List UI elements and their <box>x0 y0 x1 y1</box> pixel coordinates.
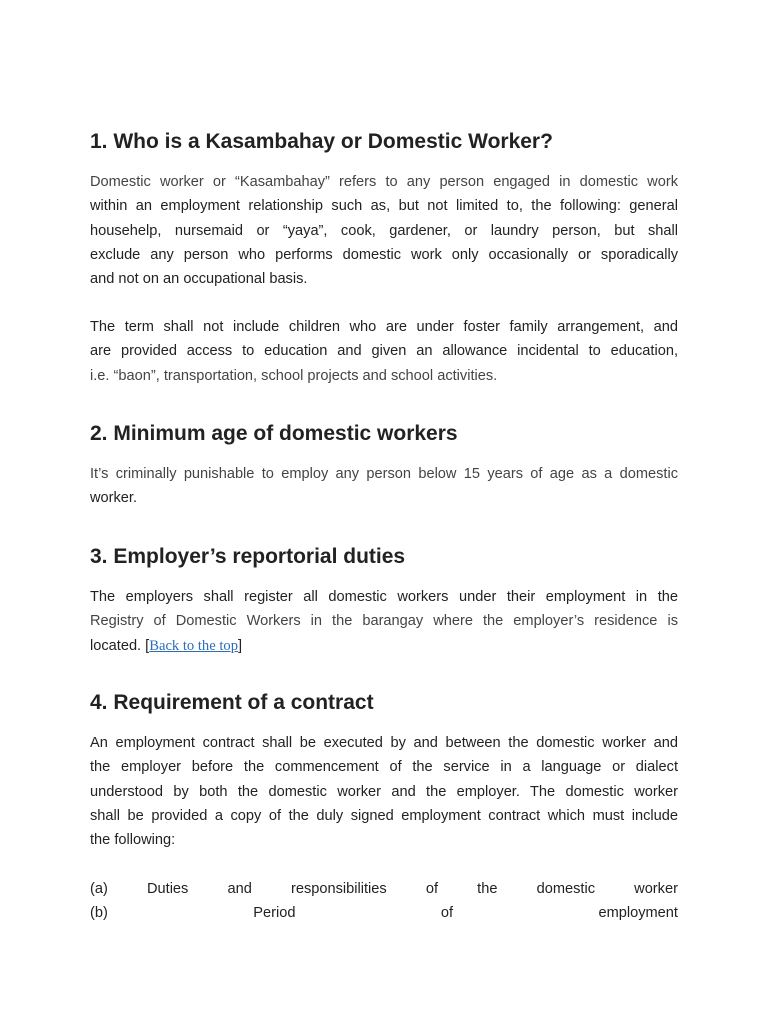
section-1-paragraph-2 <box>90 315 678 388</box>
text-line: Domestic worker or “Kasambahay” refers to any person engaged in domestic work <box>90 174 678 190</box>
text-line: are provided access to education and given an allowance incidental to education, <box>90 343 678 360</box>
text-line: worker. <box>90 490 138 507</box>
text-line: within an employment relationship such as, but not limited to, the following: general <box>90 198 678 215</box>
text-line: househelp, nursemaid or “yaya”, cook, gardener, or laundry person, but shall <box>90 222 678 239</box>
text-line: understood by both the domestic worker and the employer. The domestic worker <box>90 783 678 800</box>
section-4-paragraph-1 <box>90 731 678 852</box>
list-word: of <box>440 905 454 921</box>
text-line: and not on an occupational basis. <box>90 271 308 288</box>
list-word: of <box>425 881 439 897</box>
list-word: Duties <box>146 881 189 897</box>
list-word: the <box>477 881 498 897</box>
text-line: The term shall not include children who are under foster family arrangement, and <box>90 319 678 335</box>
text-line: The employers shall register all domestic workers under their employment in the <box>90 589 678 605</box>
text-line: It’s criminally punishable to employ any person below 15 years of age as a domestic <box>90 466 678 482</box>
section-3-paragraph-1 <box>90 585 678 658</box>
list-word: employment <box>598 905 678 921</box>
list-word: domestic <box>536 881 596 897</box>
list-item <box>90 877 678 901</box>
list-word: (a) <box>90 881 108 897</box>
text-line: exclude any person who performs domestic work only occasionally or sporadically <box>90 246 678 263</box>
text-line: Registry of Domestic Workers in the barangay where the employer’s residence is <box>90 613 678 630</box>
list-item <box>90 901 678 925</box>
text-line: shall be provided a copy of the duly signed employment contract which must include <box>90 807 678 824</box>
section-3-heading: 3. Employer’s reportorial duties <box>90 545 406 568</box>
section-1-heading: 1. Who is a Kasambahay or Domestic Worker? <box>90 130 553 153</box>
section-1-paragraph-1 <box>90 170 678 291</box>
text-prefix: located. [ <box>90 637 150 654</box>
text-line: i.e. “baon”, transportation, school projects and school activities. <box>90 367 498 384</box>
list-word: responsibilities <box>291 881 387 897</box>
text-suffix: ] <box>238 637 243 654</box>
list-word: Period <box>253 905 296 921</box>
text-line <box>90 634 678 658</box>
text-line: the following: <box>90 832 176 849</box>
list-word: (b) <box>90 905 108 921</box>
list-word: and <box>227 881 252 897</box>
section-2-paragraph-1 <box>90 462 678 511</box>
section-4-heading: 4. Requirement of a contract <box>90 691 374 714</box>
text-line: An employment contract shall be executed by and between the domestic worker and <box>90 735 678 751</box>
back-to-top-link[interactable]: Back to the top <box>149 637 238 654</box>
text-line: the employer before the commencement of the service in a language or dialect <box>90 759 678 776</box>
list-word: worker <box>634 881 678 897</box>
section-2-heading: 2. Minimum age of domestic workers <box>90 422 458 445</box>
